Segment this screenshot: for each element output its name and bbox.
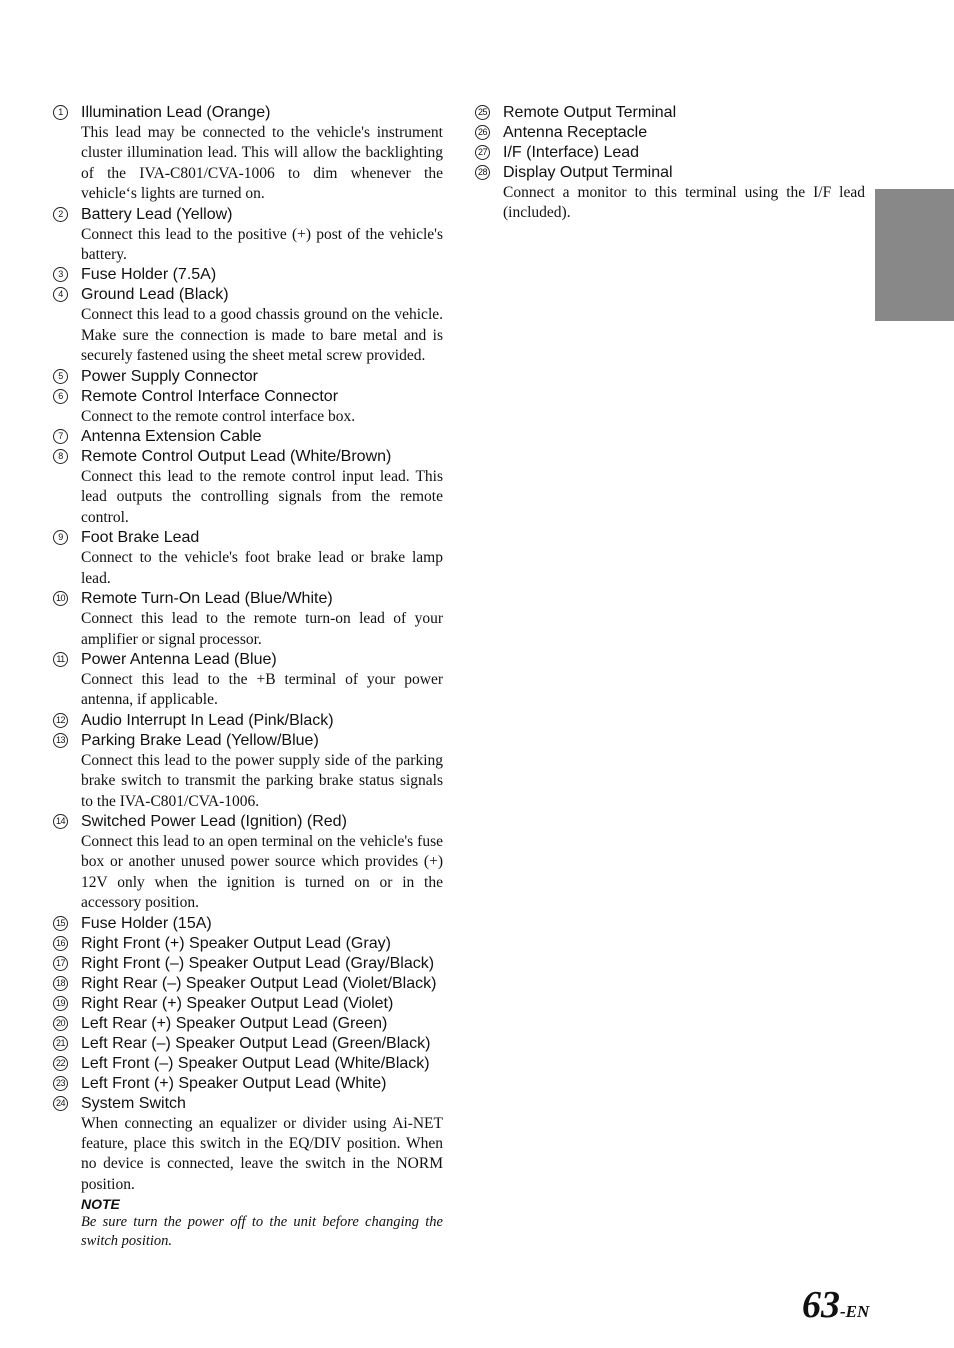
item-number-badge: 10 [53, 591, 68, 606]
page-number-suffix: -EN [840, 1302, 870, 1321]
lead-title: Right Rear (+) Speaker Output Lead (Violet) [81, 994, 394, 1012]
lead-item [53, 994, 443, 1014]
lead-heading [53, 265, 443, 285]
lead-title: I/F (Interface) Lead [503, 144, 640, 161]
lead-description: Connect this lead to a good chassis ground on the vehicle. Make sure the connection is made to bare metal and is securely fastened using the sheet metal screw provided. [81, 306, 443, 365]
lead-item [53, 812, 443, 914]
lead-heading [53, 1014, 443, 1034]
lead-title: System Switch [81, 1094, 186, 1112]
lead-description: Connect this lead to the power supply side of the parking brake switch to transmit the parking brake status signals to the IVA-C801/CVA-1006. [81, 751, 443, 810]
lead-item [53, 954, 443, 974]
lead-title: Foot Brake Lead [81, 529, 200, 547]
lead-heading [53, 812, 443, 832]
lead-title: Display Output Terminal [503, 164, 673, 181]
item-number-badge: 16 [53, 936, 68, 951]
lead-item [53, 265, 443, 285]
lead-heading [53, 1054, 443, 1074]
item-number-badge: 13 [53, 733, 68, 748]
lead-item [53, 427, 443, 447]
lead-title: Switched Power Lead (Ignition) (Red) [81, 812, 347, 830]
item-number-badge: 15 [53, 916, 68, 931]
item-number-badge: 28 [475, 165, 490, 180]
lead-heading [53, 447, 443, 467]
lead-title: Ground Lead (Black) [81, 286, 229, 304]
item-number-badge: 23 [53, 1076, 68, 1091]
item-number-badge: 9 [53, 530, 68, 545]
lead-heading [475, 123, 865, 143]
lead-title: Left Rear (+) Speaker Output Lead (Green) [81, 1014, 388, 1032]
lead-title: Right Front (+) Speaker Output Lead (Gray) [81, 934, 391, 952]
item-number-badge: 6 [53, 389, 68, 404]
lead-item [53, 1094, 443, 1250]
lead-heading [53, 205, 443, 225]
item-number-badge: 1 [53, 105, 68, 120]
side-tab [875, 189, 954, 321]
item-number-badge: 11 [53, 652, 68, 667]
item-number-badge: 14 [53, 814, 68, 829]
lead-heading [53, 914, 443, 934]
lead-title: Remote Turn-On Lead (Blue/White) [81, 590, 333, 608]
lead-heading [53, 1034, 443, 1054]
item-number-badge: 25 [475, 105, 490, 120]
lead-item [53, 528, 443, 589]
lead-description: When connecting an equalizer or divider using Ai-NET feature, place this switch in the EQ/DIV position. When no device is connected, leave the switch in the NORM position. [81, 1114, 443, 1193]
lead-title: Left Rear (–) Speaker Output Lead (Green/Black) [81, 1034, 431, 1052]
lead-description: Connect this lead to the remote turn-on lead of your amplifier or signal processor. [81, 610, 443, 648]
lead-heading [475, 163, 865, 183]
lead-title: Power Supply Connector [81, 367, 258, 385]
lead-heading [53, 103, 443, 123]
lead-title: Remote Output Terminal [503, 104, 677, 121]
lead-item [53, 103, 443, 205]
lead-heading [53, 528, 443, 548]
lead-heading [475, 103, 865, 123]
lead-item [53, 914, 443, 934]
lead-heading [53, 1094, 443, 1114]
lead-heading [53, 731, 443, 751]
lead-item [475, 123, 865, 143]
lead-title: Remote Control Output Lead (White/Brown) [81, 448, 392, 466]
lead-item [53, 934, 443, 954]
page-number-value: 63 [802, 1284, 840, 1326]
item-number-badge: 27 [475, 145, 490, 160]
lead-item [53, 1074, 443, 1094]
lead-heading [53, 994, 443, 1014]
lead-title: Illumination Lead (Orange) [81, 104, 271, 121]
item-number-badge: 21 [53, 1036, 68, 1051]
lead-description: Connect this lead to the +B terminal of your power antenna, if applicable. [81, 670, 443, 709]
lead-item [475, 143, 865, 163]
lead-heading [53, 285, 443, 305]
item-number-badge: 7 [53, 429, 68, 444]
lead-heading [53, 387, 443, 407]
lead-heading [53, 427, 443, 447]
lead-heading [475, 143, 865, 163]
item-number-badge: 22 [53, 1056, 68, 1071]
lead-item [53, 1054, 443, 1074]
lead-description: Connect to the vehicle's foot brake lead or brake lamp lead. [81, 549, 443, 587]
lead-item [53, 387, 443, 427]
lead-title: Remote Control Interface Connector [81, 387, 339, 405]
lead-heading [53, 650, 443, 670]
note-label: NOTE [81, 1196, 120, 1213]
lead-item [53, 974, 443, 994]
lead-title: Power Antenna Lead (Blue) [81, 650, 277, 668]
lead-item [53, 711, 443, 731]
item-number-badge: 5 [53, 369, 68, 384]
lead-title: Battery Lead (Yellow) [81, 205, 233, 223]
lead-heading [53, 711, 443, 731]
lead-description: Connect to the remote control interface box. [81, 407, 356, 425]
item-number-badge: 24 [53, 1096, 68, 1111]
lead-item [475, 163, 865, 224]
lead-item [53, 731, 443, 812]
lead-item [53, 1034, 443, 1054]
lead-heading [53, 934, 443, 954]
lead-description: This lead may be connected to the vehicle's instrument cluster illumination lead. This will allow the backlighting of the IVA-C801/CVA-1006 to dim whenever the vehicle‘s lights are turned on. [81, 124, 443, 203]
page-number [802, 1283, 869, 1327]
item-number-badge: 3 [53, 267, 68, 282]
left-column [53, 103, 443, 1250]
lead-title: Fuse Holder (15A) [81, 914, 212, 932]
lead-description: Connect this lead to the positive (+) post of the vehicle's battery. [81, 225, 443, 264]
lead-title: Right Front (–) Speaker Output Lead (Gray/Black) [81, 954, 435, 972]
lead-title: Antenna Extension Cable [81, 428, 262, 446]
item-number-badge: 12 [53, 713, 68, 728]
lead-item [53, 285, 443, 366]
lead-description: Connect this lead to an open terminal on the vehicle's fuse box or another unused power source which provides (+) 12V only when the ignition is turned on or in the accessory position. [81, 832, 443, 912]
item-number-badge: 20 [53, 1016, 68, 1031]
lead-description: Connect this lead to the remote control input lead. This lead outputs the controlling signals from the remote control. [81, 468, 443, 526]
lead-heading [53, 589, 443, 609]
item-number-badge: 2 [53, 207, 68, 222]
note-text: Be sure turn the power off to the unit before changing the switch position. [81, 1214, 443, 1249]
lead-heading [53, 954, 443, 974]
lead-description: Connect a monitor to this terminal using the I/F lead (included). [503, 184, 865, 222]
lead-heading [53, 974, 443, 994]
lead-title: Parking Brake Lead (Yellow/Blue) [81, 731, 319, 749]
item-number-badge: 8 [53, 449, 68, 464]
lead-item [53, 1014, 443, 1034]
lead-item [53, 650, 443, 711]
item-number-badge: 4 [53, 287, 68, 302]
lead-item [53, 589, 443, 650]
item-number-badge: 18 [53, 976, 68, 991]
lead-item [475, 103, 865, 123]
lead-title: Fuse Holder (7.5A) [81, 266, 217, 284]
lead-item [53, 447, 443, 528]
lead-title: Left Front (–) Speaker Output Lead (White/Black) [81, 1054, 430, 1072]
lead-title: Right Rear (–) Speaker Output Lead (Violet/Black) [81, 974, 437, 992]
item-number-badge: 19 [53, 996, 68, 1011]
lead-heading [53, 367, 443, 387]
lead-title: Antenna Receptacle [503, 124, 648, 141]
item-number-badge: 26 [475, 125, 490, 140]
lead-heading [53, 1074, 443, 1094]
lead-item [53, 205, 443, 266]
lead-title: Left Front (+) Speaker Output Lead (White) [81, 1074, 387, 1092]
lead-title: Audio Interrupt In Lead (Pink/Black) [81, 711, 334, 729]
item-number-badge: 17 [53, 956, 68, 971]
lead-item [53, 367, 443, 387]
right-column [475, 103, 865, 224]
